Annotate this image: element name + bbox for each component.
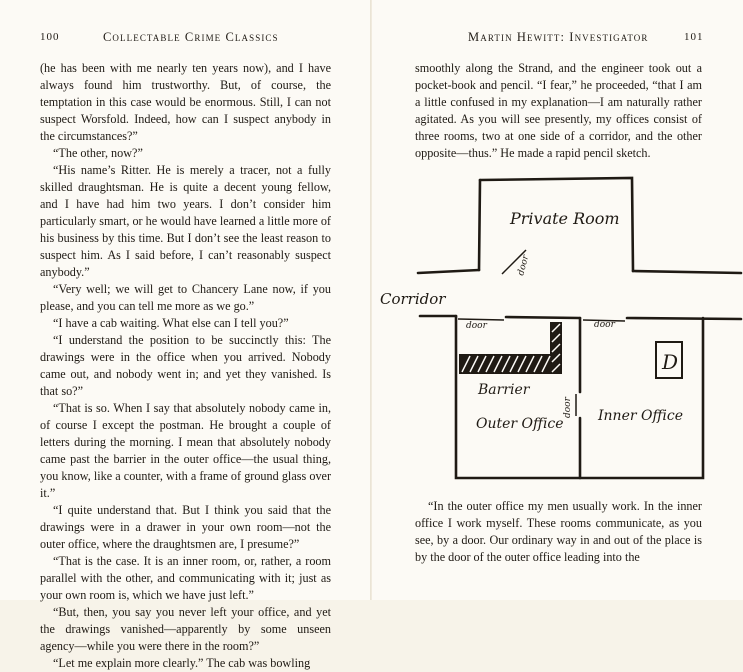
door-label-private: door bbox=[516, 253, 532, 277]
paragraph: (he has been with me nearly ten years now), and I have always found him trustworthy. But, of course, the temptation in this case would be enormous. Still, I can not suspect Worsfold. Indeed, how can I suspect anybody in the circumstances?” bbox=[40, 61, 331, 143]
office-floor-plan-sketch bbox=[380, 172, 743, 488]
paragraph: “But, then, you say you never left your office, and yet the drawings vanished—apparently by some unseen agency—while you were there in the room?” bbox=[40, 605, 331, 653]
desk-label: D bbox=[662, 350, 679, 374]
corridor-wall-bottom bbox=[627, 318, 741, 319]
right-page bbox=[372, 0, 743, 600]
paragraph: “His name’s Ritter. He is merely a tracer, not a fully skilled draughtsman. He is quite a decent young fellow, and I have had him two years. I don’t consider him particularly smart, or he would have learned a little more of his business by this time. But I don’t see the least reason to suspect him. As I said before, I can’t reasonably suspect anybody.” bbox=[40, 163, 331, 279]
paragraph: smoothly along the Strand, and the engineer took out a pocket-book and pencil. “I fear,” he proceeded, “that I am a little confused in my explanation—I am naturally rather agitated. As you will see presently, my offices consist of three rooms, two at one side of a corridor, and the other opposite—thus.” He made a rapid pencil sketch. bbox=[415, 61, 702, 160]
private-room-wall bbox=[479, 180, 480, 270]
paragraph: “That is so. When I say that absolutely nobody came in, of course I except the postman. He brought a couple of letters during the morning. I mean that absolutely nobody came past the barrier in the outer office—the usual thing, you know, like a counter, with a frame of ground glass over it.” bbox=[40, 401, 331, 500]
corridor-wall-top-right bbox=[633, 271, 741, 273]
left-body-text bbox=[40, 60, 331, 672]
door-left-leaf bbox=[458, 319, 504, 320]
corridor-wall-top-left bbox=[418, 270, 479, 273]
left-running-head: Collectable Crime Classics bbox=[103, 30, 279, 44]
paragraph: “The other, now?” bbox=[53, 146, 143, 160]
door-label-right: door bbox=[594, 320, 615, 330]
right-page-number: 101 bbox=[684, 31, 704, 43]
right-outro-text bbox=[415, 498, 702, 566]
paragraph: “In the outer office my men usually work. In the inner office I work myself. These rooms communicate, as you see, by a door. Our ordinary way in and out of the place is by the door of the outer office leading into the bbox=[415, 499, 702, 564]
paragraph: “That is the case. It is an inner room, or, rather, a room parallel with the other, and communicating with it; just as your own room is, which we have just left.” bbox=[40, 554, 331, 602]
corridor-wall-bottom bbox=[506, 317, 580, 318]
right-intro-text bbox=[415, 60, 702, 162]
right-running-head: Martin Hewitt: Investigator bbox=[468, 30, 649, 44]
paragraph: “I have a cab waiting. What else can I tell you?” bbox=[53, 316, 289, 330]
left-page bbox=[0, 0, 371, 670]
door-label-left: door bbox=[466, 321, 487, 331]
paragraph: “I quite understand that. But I think you said that the drawings were in a drawer in your own room—not the outer office, where the draughtsmen are, I presume?” bbox=[40, 503, 331, 551]
paragraph: “Very well; we will get to Chancery Lane now, if you please, and you can tell me more as we go.” bbox=[40, 282, 331, 313]
door-label-side: door bbox=[563, 397, 573, 418]
private-room-label: Private Room bbox=[510, 209, 620, 228]
corridor-label: Corridor bbox=[380, 290, 446, 308]
paragraph: “Let me explain more clearly.” The cab was bowling bbox=[53, 656, 311, 670]
left-page-number: 100 bbox=[40, 31, 60, 43]
barrier-label: Barrier bbox=[478, 382, 530, 398]
outer-office-label: Outer Office bbox=[476, 416, 564, 432]
paragraph: “I understand the position to be succinctly this: The drawings were in the office when you arrived. Nobody came out, and nobody went in; and yet they vanished. Is that so?” bbox=[40, 333, 331, 398]
inner-office-label: Inner Office bbox=[598, 408, 683, 424]
